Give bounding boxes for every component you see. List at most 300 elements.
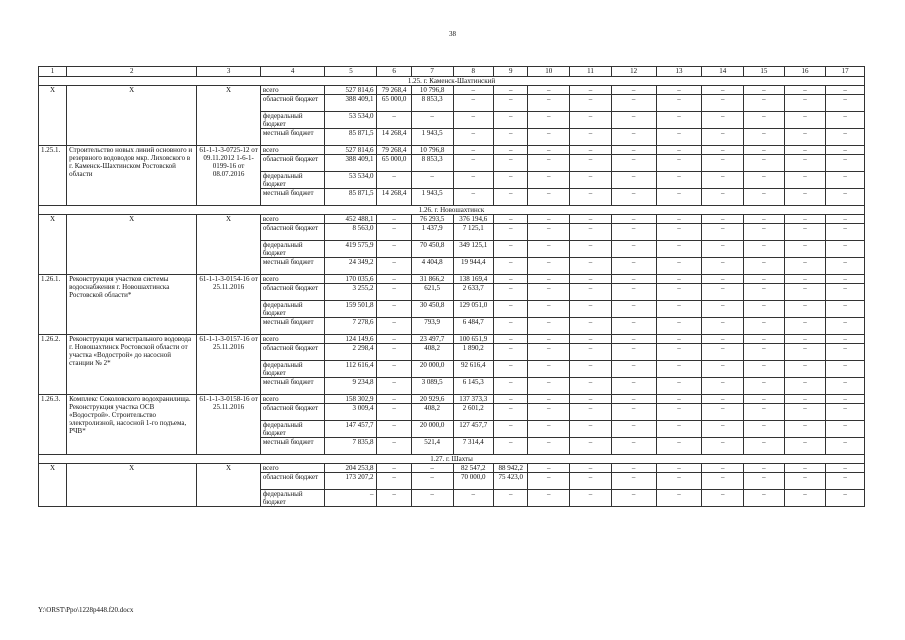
value-cell: – bbox=[570, 438, 612, 455]
value-cell: – bbox=[453, 189, 494, 206]
value-cell: – bbox=[494, 95, 528, 112]
value-cell: – bbox=[494, 438, 528, 455]
value-cell: – bbox=[826, 95, 865, 112]
row-name: Х bbox=[67, 464, 197, 507]
value-cell: – bbox=[494, 335, 528, 344]
value-cell: – bbox=[453, 172, 494, 189]
value-cell: – bbox=[570, 284, 612, 301]
value-cell: – bbox=[656, 361, 702, 378]
value-cell: 9 234,8 bbox=[325, 378, 377, 395]
value-cell: 10 796,8 bbox=[411, 146, 453, 155]
value-cell: – bbox=[377, 112, 411, 129]
value-cell: – bbox=[377, 344, 411, 361]
value-cell: – bbox=[377, 438, 411, 455]
value-cell: – bbox=[656, 490, 702, 507]
value-cell: – bbox=[453, 112, 494, 129]
value-cell: – bbox=[826, 189, 865, 206]
value-cell: – bbox=[611, 335, 656, 344]
value-cell: – bbox=[826, 335, 865, 344]
row-name: Комплекс Соколовского водохранилища. Реконструкция участка ОСВ «Водострой». Строительство электролизной, насосной 1-го подъема, РЧВ* bbox=[67, 395, 197, 455]
section-header bbox=[39, 77, 865, 86]
value-cell: – bbox=[826, 155, 865, 172]
table-row bbox=[39, 395, 865, 404]
value-cell: 6 484,7 bbox=[453, 318, 494, 335]
value-cell: – bbox=[377, 464, 411, 473]
value-cell: – bbox=[784, 301, 826, 318]
value-cell: – bbox=[570, 112, 612, 129]
value-cell: – bbox=[826, 421, 865, 438]
value-cell: – bbox=[570, 155, 612, 172]
value-cell: – bbox=[656, 473, 702, 490]
value-cell: – bbox=[702, 284, 744, 301]
value-cell: 4 404,8 bbox=[411, 258, 453, 275]
value-cell: – bbox=[611, 395, 656, 404]
funding-source-label: местный бюджет bbox=[260, 318, 325, 335]
value-cell: – bbox=[611, 318, 656, 335]
value-cell: – bbox=[494, 378, 528, 395]
value-cell: – bbox=[656, 395, 702, 404]
value-cell: – bbox=[528, 361, 570, 378]
value-cell: – bbox=[826, 344, 865, 361]
value-cell: – bbox=[528, 155, 570, 172]
column-number-13: 13 bbox=[656, 67, 702, 77]
funding-source-label: федеральный бюджет bbox=[260, 241, 325, 258]
column-number-2: 2 bbox=[67, 67, 197, 77]
value-cell: – bbox=[494, 146, 528, 155]
value-cell: – bbox=[570, 361, 612, 378]
value-cell: 19 944,4 bbox=[453, 258, 494, 275]
value-cell: – bbox=[611, 344, 656, 361]
value-cell: – bbox=[784, 464, 826, 473]
value-cell: – bbox=[494, 189, 528, 206]
value-cell: – bbox=[702, 301, 744, 318]
value-cell: 82 547,2 bbox=[453, 464, 494, 473]
value-cell: 159 501,8 bbox=[325, 301, 377, 318]
value-cell: – bbox=[377, 284, 411, 301]
column-number-8: 8 bbox=[453, 67, 494, 77]
value-cell: – bbox=[528, 95, 570, 112]
value-cell: – bbox=[826, 86, 865, 95]
funding-source-label: областной бюджет bbox=[260, 284, 325, 301]
value-cell: – bbox=[611, 241, 656, 258]
value-cell: 521,4 bbox=[411, 438, 453, 455]
value-cell: – bbox=[570, 378, 612, 395]
value-cell: – bbox=[453, 490, 494, 507]
value-cell: – bbox=[744, 490, 785, 507]
value-cell: – bbox=[611, 86, 656, 95]
value-cell: – bbox=[702, 318, 744, 335]
value-cell: 14 268,4 bbox=[377, 189, 411, 206]
value-cell: – bbox=[702, 421, 744, 438]
funding-source-label: федеральный бюджет bbox=[260, 301, 325, 318]
value-cell: 79 268,4 bbox=[377, 146, 411, 155]
funding-source-label: всего bbox=[260, 146, 325, 155]
value-cell: – bbox=[411, 464, 453, 473]
value-cell: – bbox=[784, 241, 826, 258]
value-cell: – bbox=[784, 421, 826, 438]
value-cell: 1 890,2 bbox=[453, 344, 494, 361]
value-cell: – bbox=[453, 129, 494, 146]
value-cell: – bbox=[528, 172, 570, 189]
row-name: Х bbox=[67, 86, 197, 146]
value-cell: 7 835,8 bbox=[325, 438, 377, 455]
value-cell: – bbox=[744, 438, 785, 455]
value-cell: – bbox=[826, 241, 865, 258]
value-cell: 527 814,6 bbox=[325, 86, 377, 95]
value-cell: – bbox=[656, 404, 702, 421]
value-cell: 14 268,4 bbox=[377, 129, 411, 146]
value-cell: – bbox=[702, 395, 744, 404]
value-cell: 79 268,4 bbox=[377, 86, 411, 95]
value-cell: – bbox=[744, 189, 785, 206]
value-cell: 65 000,0 bbox=[377, 95, 411, 112]
value-cell: – bbox=[570, 490, 612, 507]
value-cell: – bbox=[528, 318, 570, 335]
value-cell: 408,2 bbox=[411, 344, 453, 361]
value-cell: 419 575,9 bbox=[325, 241, 377, 258]
funding-source-label: областной бюджет bbox=[260, 95, 325, 112]
value-cell: 527 814,6 bbox=[325, 146, 377, 155]
value-cell: – bbox=[570, 473, 612, 490]
value-cell: – bbox=[826, 215, 865, 224]
value-cell: – bbox=[656, 129, 702, 146]
value-cell: – bbox=[784, 215, 826, 224]
value-cell: – bbox=[377, 361, 411, 378]
value-cell: – bbox=[528, 112, 570, 129]
value-cell: 20 929,6 bbox=[411, 395, 453, 404]
value-cell: 408,2 bbox=[411, 404, 453, 421]
value-cell: 124 149,6 bbox=[325, 335, 377, 344]
row-document: 61-1-1-3-0157-16 от 25.11.2016 bbox=[197, 335, 261, 395]
table-row bbox=[39, 335, 865, 344]
value-cell: 7 125,1 bbox=[453, 224, 494, 241]
value-cell: – bbox=[528, 241, 570, 258]
value-cell: – bbox=[453, 155, 494, 172]
value-cell: – bbox=[377, 224, 411, 241]
value-cell: – bbox=[702, 86, 744, 95]
row-name: Х bbox=[67, 215, 197, 275]
value-cell: – bbox=[494, 490, 528, 507]
value-cell: – bbox=[656, 172, 702, 189]
funding-source-label: федеральный бюджет bbox=[260, 112, 325, 129]
value-cell: – bbox=[784, 318, 826, 335]
value-cell: – bbox=[826, 490, 865, 507]
value-cell: – bbox=[611, 224, 656, 241]
row-code: Х bbox=[39, 215, 67, 275]
value-cell: – bbox=[744, 404, 785, 421]
column-number-15: 15 bbox=[744, 67, 785, 77]
funding-source-label: областной бюджет bbox=[260, 473, 325, 490]
value-cell: – bbox=[528, 490, 570, 507]
value-cell: – bbox=[611, 438, 656, 455]
value-cell: – bbox=[528, 421, 570, 438]
funding-source-label: всего bbox=[260, 395, 325, 404]
value-cell: – bbox=[453, 86, 494, 95]
column-number-11: 11 bbox=[570, 67, 612, 77]
value-cell: – bbox=[826, 129, 865, 146]
value-cell: – bbox=[784, 490, 826, 507]
value-cell: – bbox=[570, 421, 612, 438]
column-number-row bbox=[39, 67, 865, 77]
value-cell: – bbox=[784, 224, 826, 241]
value-cell: – bbox=[411, 112, 453, 129]
value-cell: – bbox=[744, 146, 785, 155]
row-code: 1.26.3. bbox=[39, 395, 67, 455]
value-cell: – bbox=[826, 404, 865, 421]
value-cell: 65 000,0 bbox=[377, 155, 411, 172]
value-cell: – bbox=[656, 86, 702, 95]
value-cell: – bbox=[611, 129, 656, 146]
value-cell: – bbox=[744, 95, 785, 112]
value-cell: – bbox=[494, 284, 528, 301]
column-number-10: 10 bbox=[528, 67, 570, 77]
value-cell: – bbox=[377, 378, 411, 395]
value-cell: – bbox=[377, 395, 411, 404]
value-cell: – bbox=[528, 335, 570, 344]
value-cell: – bbox=[826, 172, 865, 189]
value-cell: – bbox=[826, 378, 865, 395]
value-cell: – bbox=[744, 172, 785, 189]
value-cell: – bbox=[656, 318, 702, 335]
row-document: Х bbox=[197, 464, 261, 507]
value-cell: – bbox=[744, 224, 785, 241]
value-cell: – bbox=[494, 275, 528, 284]
value-cell: 129 051,0 bbox=[453, 301, 494, 318]
row-code: 1.26.2. bbox=[39, 335, 67, 395]
value-cell: 85 871,5 bbox=[325, 189, 377, 206]
value-cell: 147 457,7 bbox=[325, 421, 377, 438]
value-cell: – bbox=[784, 438, 826, 455]
value-cell: – bbox=[656, 464, 702, 473]
funding-source-label: местный бюджет bbox=[260, 438, 325, 455]
value-cell: – bbox=[702, 129, 744, 146]
value-cell: – bbox=[744, 378, 785, 395]
row-code: Х bbox=[39, 86, 67, 146]
funding-source-label: всего bbox=[260, 86, 325, 95]
value-cell: 3 255,2 bbox=[325, 284, 377, 301]
value-cell: – bbox=[656, 438, 702, 455]
section-title: 1.25. г. Каменск-Шахтинский bbox=[39, 77, 865, 86]
value-cell: 138 169,4 bbox=[453, 275, 494, 284]
funding-source-label: местный бюджет bbox=[260, 378, 325, 395]
value-cell: – bbox=[744, 318, 785, 335]
value-cell: – bbox=[611, 189, 656, 206]
value-cell: – bbox=[744, 275, 785, 284]
value-cell: – bbox=[656, 258, 702, 275]
value-cell: – bbox=[570, 189, 612, 206]
value-cell: 24 349,2 bbox=[325, 258, 377, 275]
section-header bbox=[39, 455, 865, 464]
value-cell: – bbox=[570, 172, 612, 189]
value-cell: – bbox=[702, 361, 744, 378]
value-cell: – bbox=[702, 112, 744, 129]
value-cell: 621,5 bbox=[411, 284, 453, 301]
value-cell: – bbox=[570, 241, 612, 258]
value-cell: – bbox=[656, 112, 702, 129]
value-cell: – bbox=[611, 112, 656, 129]
value-cell: – bbox=[570, 464, 612, 473]
value-cell: – bbox=[570, 395, 612, 404]
value-cell: – bbox=[611, 284, 656, 301]
value-cell: 7 278,6 bbox=[325, 318, 377, 335]
value-cell: – bbox=[377, 275, 411, 284]
value-cell: – bbox=[528, 215, 570, 224]
value-cell: 70 450,8 bbox=[411, 241, 453, 258]
value-cell: – bbox=[784, 189, 826, 206]
value-cell: 23 497,7 bbox=[411, 335, 453, 344]
value-cell: – bbox=[570, 215, 612, 224]
row-code: 1.25.1. bbox=[39, 146, 67, 206]
value-cell: 2 298,4 bbox=[325, 344, 377, 361]
value-cell: – bbox=[702, 241, 744, 258]
value-cell: – bbox=[826, 146, 865, 155]
value-cell: – bbox=[826, 284, 865, 301]
value-cell: – bbox=[494, 155, 528, 172]
value-cell: – bbox=[744, 395, 785, 404]
value-cell: – bbox=[826, 224, 865, 241]
value-cell: – bbox=[784, 275, 826, 284]
value-cell: – bbox=[611, 258, 656, 275]
value-cell: – bbox=[744, 344, 785, 361]
value-cell: 20 000,0 bbox=[411, 361, 453, 378]
value-cell: – bbox=[570, 344, 612, 361]
value-cell: – bbox=[570, 335, 612, 344]
value-cell: – bbox=[656, 241, 702, 258]
value-cell: – bbox=[325, 490, 377, 507]
value-cell: 112 616,4 bbox=[325, 361, 377, 378]
value-cell: – bbox=[826, 361, 865, 378]
column-number-16: 16 bbox=[784, 67, 826, 77]
funding-source-label: федеральный бюджет bbox=[260, 172, 325, 189]
value-cell: 1 943,5 bbox=[411, 189, 453, 206]
value-cell: – bbox=[826, 301, 865, 318]
value-cell: – bbox=[656, 146, 702, 155]
value-cell: – bbox=[494, 421, 528, 438]
value-cell: – bbox=[744, 284, 785, 301]
value-cell: – bbox=[411, 490, 453, 507]
table-row bbox=[39, 215, 865, 224]
value-cell: – bbox=[528, 224, 570, 241]
value-cell: – bbox=[528, 86, 570, 95]
value-cell: – bbox=[784, 86, 826, 95]
column-number-12: 12 bbox=[611, 67, 656, 77]
value-cell: – bbox=[656, 421, 702, 438]
table-row bbox=[39, 146, 865, 155]
value-cell: 376 194,6 bbox=[453, 215, 494, 224]
value-cell: – bbox=[528, 464, 570, 473]
value-cell: – bbox=[784, 155, 826, 172]
value-cell: – bbox=[494, 224, 528, 241]
funding-source-label: всего bbox=[260, 275, 325, 284]
value-cell: – bbox=[656, 155, 702, 172]
value-cell: – bbox=[826, 275, 865, 284]
value-cell: – bbox=[826, 112, 865, 129]
value-cell: – bbox=[702, 473, 744, 490]
value-cell: – bbox=[784, 284, 826, 301]
value-cell: – bbox=[494, 258, 528, 275]
value-cell: 31 866,2 bbox=[411, 275, 453, 284]
value-cell: 349 125,1 bbox=[453, 241, 494, 258]
value-cell: – bbox=[702, 335, 744, 344]
value-cell: – bbox=[784, 344, 826, 361]
value-cell: – bbox=[744, 361, 785, 378]
value-cell: – bbox=[702, 155, 744, 172]
funding-table bbox=[38, 66, 865, 507]
value-cell: – bbox=[377, 241, 411, 258]
value-cell: – bbox=[702, 490, 744, 507]
value-cell: 76 293,5 bbox=[411, 215, 453, 224]
value-cell: – bbox=[377, 335, 411, 344]
value-cell: – bbox=[377, 301, 411, 318]
value-cell: – bbox=[702, 146, 744, 155]
value-cell: – bbox=[377, 318, 411, 335]
value-cell: 100 651,9 bbox=[453, 335, 494, 344]
value-cell: 1 437,9 bbox=[411, 224, 453, 241]
value-cell: – bbox=[744, 215, 785, 224]
value-cell: 3 089,5 bbox=[411, 378, 453, 395]
value-cell: – bbox=[377, 473, 411, 490]
column-number-17: 17 bbox=[826, 67, 865, 77]
section-title: 1.27. г. Шахты bbox=[39, 455, 865, 464]
value-cell: – bbox=[611, 275, 656, 284]
value-cell: – bbox=[784, 95, 826, 112]
value-cell: – bbox=[656, 335, 702, 344]
value-cell: – bbox=[528, 284, 570, 301]
value-cell: – bbox=[528, 146, 570, 155]
value-cell: 53 534,0 bbox=[325, 112, 377, 129]
value-cell: – bbox=[377, 215, 411, 224]
value-cell: – bbox=[702, 275, 744, 284]
value-cell: 10 796,8 bbox=[411, 86, 453, 95]
value-cell: 20 000,0 bbox=[411, 421, 453, 438]
value-cell: – bbox=[377, 258, 411, 275]
value-cell: – bbox=[494, 344, 528, 361]
funding-source-label: областной бюджет bbox=[260, 344, 325, 361]
funding-source-label: местный бюджет bbox=[260, 258, 325, 275]
value-cell: – bbox=[377, 490, 411, 507]
row-code: 1.26.1. bbox=[39, 275, 67, 335]
table-body bbox=[39, 67, 865, 507]
value-cell: – bbox=[611, 361, 656, 378]
column-number-4: 4 bbox=[260, 67, 325, 77]
value-cell: – bbox=[611, 473, 656, 490]
value-cell: – bbox=[784, 172, 826, 189]
value-cell: – bbox=[826, 473, 865, 490]
value-cell: – bbox=[784, 395, 826, 404]
value-cell: – bbox=[611, 301, 656, 318]
value-cell: – bbox=[611, 421, 656, 438]
value-cell: – bbox=[494, 395, 528, 404]
value-cell: – bbox=[784, 112, 826, 129]
row-document: Х bbox=[197, 86, 261, 146]
value-cell: 388 409,1 bbox=[325, 95, 377, 112]
value-cell: 1 943,5 bbox=[411, 129, 453, 146]
value-cell: – bbox=[744, 258, 785, 275]
value-cell: – bbox=[570, 275, 612, 284]
value-cell: 7 314,4 bbox=[453, 438, 494, 455]
value-cell: – bbox=[570, 258, 612, 275]
value-cell: 158 302,9 bbox=[325, 395, 377, 404]
value-cell: – bbox=[826, 438, 865, 455]
value-cell: – bbox=[528, 438, 570, 455]
value-cell: – bbox=[611, 146, 656, 155]
value-cell: – bbox=[784, 335, 826, 344]
value-cell: 30 450,8 bbox=[411, 301, 453, 318]
funding-source-label: местный бюджет bbox=[260, 189, 325, 206]
value-cell: – bbox=[784, 361, 826, 378]
value-cell: – bbox=[784, 129, 826, 146]
value-cell: – bbox=[744, 86, 785, 95]
